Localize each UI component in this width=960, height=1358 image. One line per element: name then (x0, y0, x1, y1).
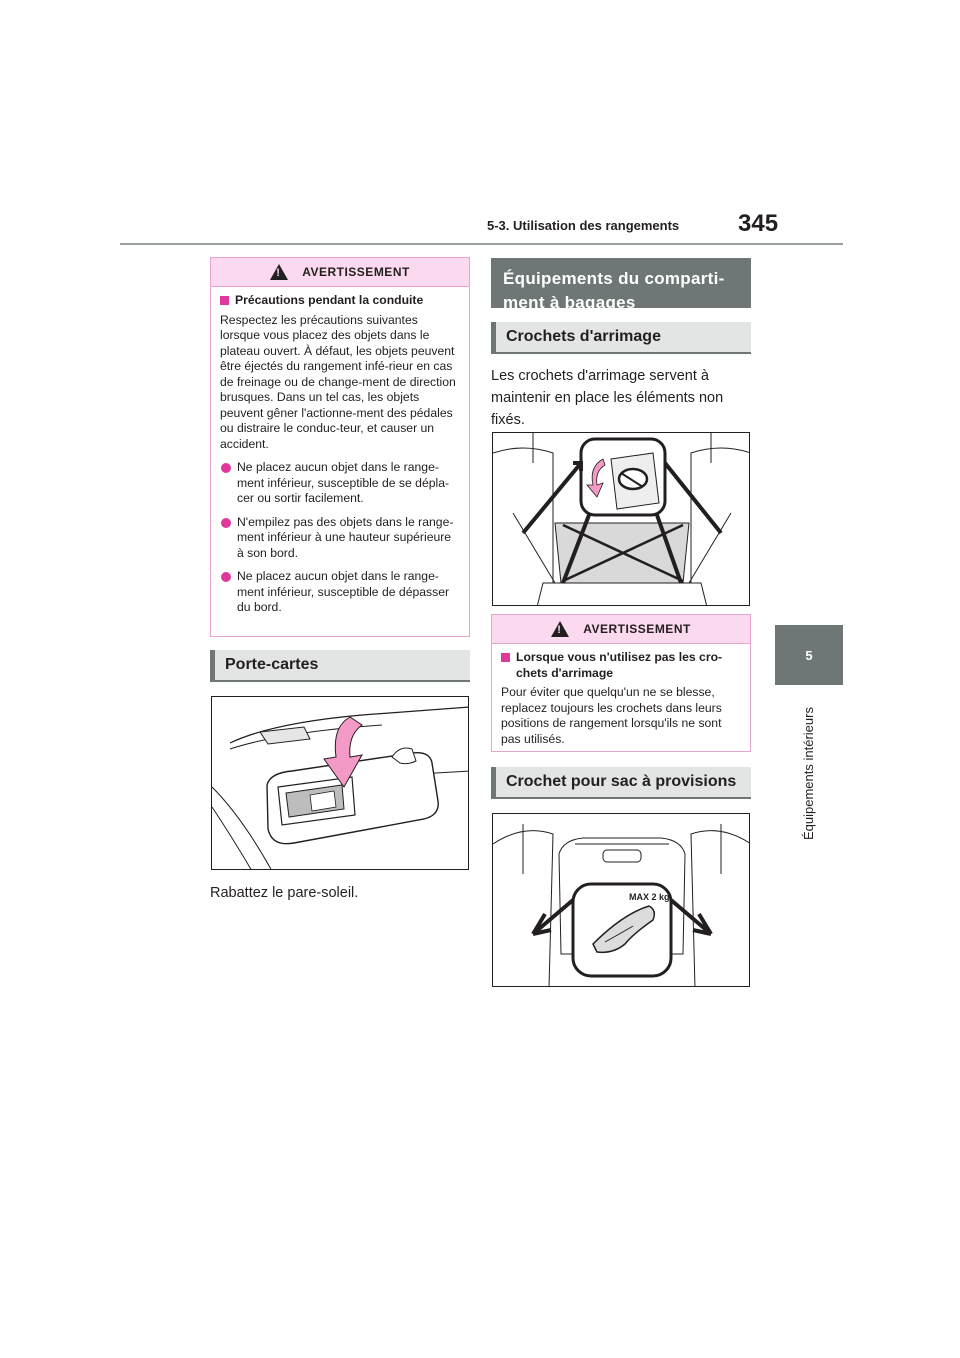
porte-cartes-caption: Rabattez le pare-soleil. (210, 885, 359, 901)
tie-down-hooks-illustration (492, 432, 750, 606)
warning-triangle-icon (551, 621, 569, 637)
warning-triangle-icon (270, 264, 288, 280)
max-load-label: MAX 2 kg (629, 892, 670, 902)
warning-header (211, 258, 469, 287)
porte-cartes-heading: Porte-cartes (210, 650, 470, 682)
page-number: 345 (738, 210, 779, 237)
warning-paragraph: Respectez les précautions suivantes lorsque vous placez des objets dans le plateau ouvert. À défaut, les objets peuvent être éjectés du rangement infé-rieur en cas de freinage ou de change-ment de direction brusques. Dans un tel cas, les objets peuvent gêner l'actionne-ment des pédales ou distraire le conduc-teur, et causer un accident. (220, 312, 456, 451)
chapter-tab[interactable]: 5 (775, 625, 843, 685)
warning-bullet: Ne placez aucun objet dans le range-ment inférieur, susceptible de se dépla-cer ou sortir facilement. (220, 460, 460, 507)
warning-bullet: Ne placez aucun objet dans le range-ment inférieur, susceptible de dépasser du bord. (220, 569, 460, 616)
crochets-heading: Crochets d'arrimage (491, 322, 751, 354)
crochets-description: Les crochets d'arrimage servent à maintenir en place les éléments non fixés. (491, 368, 724, 428)
chapter-label (775, 690, 843, 840)
luggage-section-heading: Équipements du comparti-ment à bagages (491, 258, 751, 308)
sac-provisions-heading: Crochet pour sac à provisions (491, 767, 751, 799)
warning-heading: Précautions pendant la conduite (220, 293, 460, 309)
warning-title: AVERTISSEMENT (583, 622, 691, 636)
header-divider (120, 243, 843, 245)
warning-paragraph: Pour éviter que quelqu'un ne se blesse, replacez toujours les crochets dans leurs positions de rangement lorsqu'ils ne sont pas utilisés. (501, 685, 722, 746)
bag-hook-drawing (493, 814, 750, 987)
shopping-bag-hook-illustration (492, 813, 750, 987)
warning-heading: Lorsque vous n'utilisez pas les cro-chets d'arrimage (501, 650, 741, 681)
chapter-label-text: Équipements intérieurs (801, 707, 816, 840)
warning-box-precautions (210, 257, 470, 637)
section-title: 5-3. Utilisation des rangements (487, 218, 680, 233)
warning-header (492, 615, 750, 644)
sun-visor-drawing (212, 697, 469, 870)
warning-box-hooks (491, 614, 751, 752)
warning-title: AVERTISSEMENT (302, 265, 410, 279)
sun-visor-illustration (211, 696, 469, 870)
warning-bullet: N'empilez pas des objets dans le range-ment inférieur à une hauteur supérieure à son bord. (220, 515, 460, 562)
trunk-hooks-drawing (493, 433, 750, 606)
